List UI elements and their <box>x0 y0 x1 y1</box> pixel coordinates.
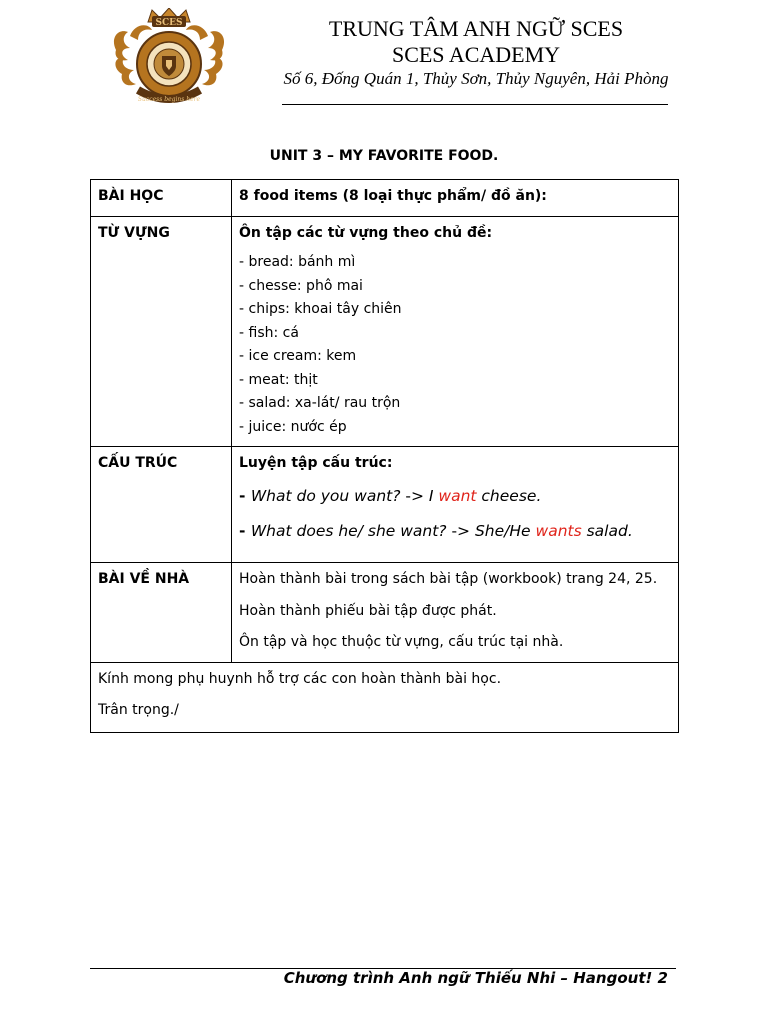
row-structure <box>91 447 679 563</box>
center-address: Số 6, Đống Quán 1, Thủy Sơn, Thủy Nguyên, Hải Phòng <box>283 69 669 88</box>
structure-heading: Luyện tập cấu trúc: <box>239 455 393 471</box>
vocab-cell <box>232 216 679 447</box>
structure-example-2: - What does he/ she want? -> She/He wants salad. <box>239 521 633 540</box>
row-lesson <box>91 180 679 217</box>
closing-line: Trân trọng./ <box>98 702 179 718</box>
footer-program-name: Chương trình Anh ngữ Thiếu Nhi – Hangout! 2 <box>283 969 668 987</box>
vocab-item: - chesse: phô mai <box>239 277 363 294</box>
logo-monogram: SCES <box>155 18 183 28</box>
lesson-content: 8 food items (8 loại thực phẩm/ đồ ăn): <box>232 180 679 217</box>
highlighted-verb: want <box>438 486 477 505</box>
vocab-item: - ice cream: kem <box>239 348 357 364</box>
row-label-lesson: BÀI HỌC <box>91 180 232 217</box>
sces-logo-crest <box>108 8 230 108</box>
homework-item: Hoàn thành phiếu bài tập được phát. <box>239 602 497 619</box>
structure-example-1: - What do you want? -> I want cheese. <box>239 486 542 505</box>
row-vocab <box>91 216 679 447</box>
unit-title: UNIT 3 – MY FAVORITE FOOD. <box>269 148 499 164</box>
vocab-item: - chips: khoai tây chiên <box>239 301 402 317</box>
highlighted-verb: wants <box>535 521 582 540</box>
header-divider <box>282 104 668 105</box>
row-label-homework: BÀI VỀ NHÀ <box>91 563 232 663</box>
homework-item: Ôn tập và học thuộc từ vựng, cấu trúc tại nhà. <box>239 634 564 650</box>
row-label-structure: CẤU TRÚC <box>91 447 232 563</box>
vocab-item: - bread: bánh mì <box>239 254 356 270</box>
parent-note-line: Kính mong phụ huynh hỗ trợ các con hoàn thành bài học. <box>98 670 502 687</box>
homework-cell <box>232 563 679 663</box>
homework-item: Hoàn thành bài trong sách bài tập (workbook) trang 24, 25. <box>239 571 658 587</box>
parent-note-cell <box>91 662 679 732</box>
structure-cell <box>232 447 679 563</box>
center-name-en: SCES ACADEMY <box>391 42 561 67</box>
row-label-vocab: TỪ VỰNG <box>91 216 232 447</box>
vocab-item: - salad: xa-lát/ rau trộn <box>239 395 401 411</box>
logo-motto: Success begins here <box>137 96 201 103</box>
lesson-table <box>90 179 679 733</box>
vocab-heading: Ôn tập các từ vựng theo chủ đề: <box>239 224 493 241</box>
vocab-list <box>239 251 671 439</box>
vocab-item: - meat: thịt <box>239 371 318 388</box>
vocab-item: - fish: cá <box>239 324 299 341</box>
row-homework <box>91 563 679 663</box>
vocab-item: - juice: nước ép <box>239 418 347 435</box>
center-name-vi: TRUNG TÂM ANH NGỮ SCES <box>328 16 624 41</box>
row-note <box>91 662 679 732</box>
